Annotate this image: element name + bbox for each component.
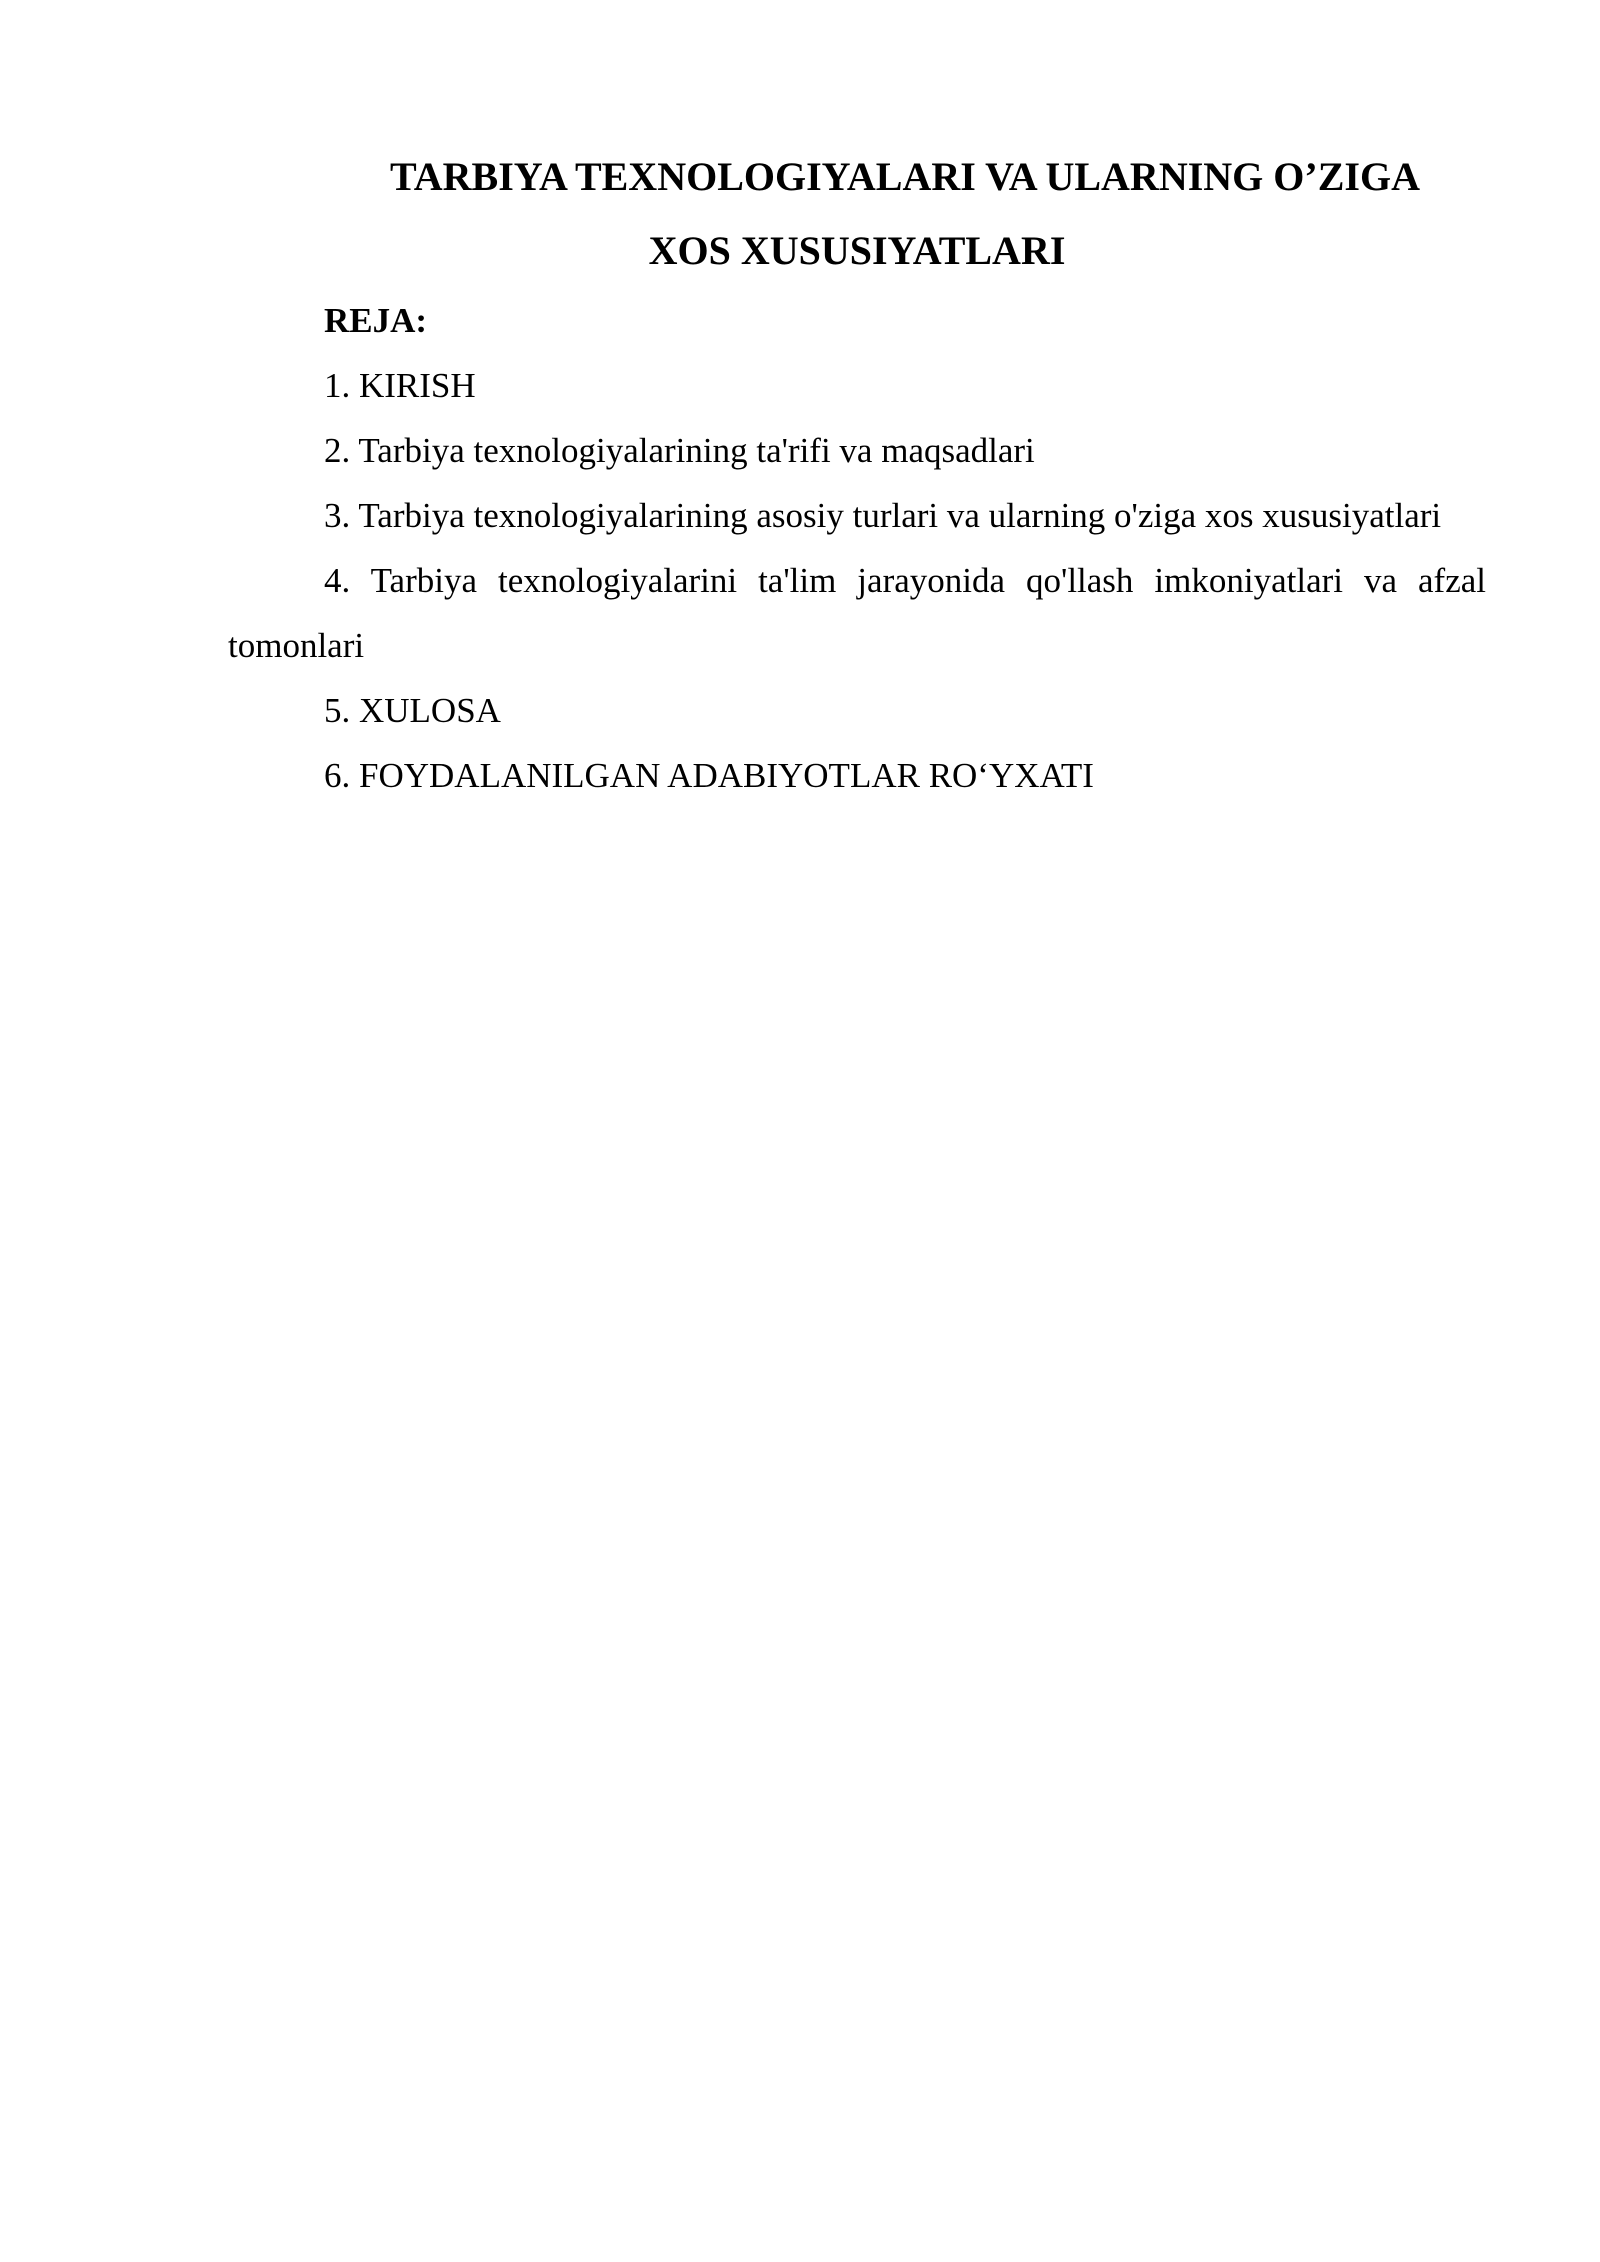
plan-item-2: 2. Tarbiya texnologiyalarining ta'rifi va maqsadlari bbox=[324, 431, 1035, 470]
plan-item-5: 5. XULOSA bbox=[324, 691, 501, 730]
document-title-line-1: TARBIYA TEXNOLOGIYALARI VA ULARNING O’ZIGA bbox=[390, 154, 1420, 199]
plan-item-1: 1. KIRISH bbox=[324, 366, 476, 405]
document-title-line-2: XOS XUSUSIYATLARI bbox=[648, 228, 1066, 273]
plan-heading: REJA: bbox=[324, 301, 428, 340]
document-page bbox=[228, 140, 1486, 808]
plan-item-4: 4. Tarbiya texnologiyalarini ta'lim jarayonida qo'llash imkoniyatlari va afzal tomonlari bbox=[228, 561, 1486, 665]
plan-item-3: 3. Tarbiya texnologiyalarining asosiy turlari va ularning o'ziga xos xususiyatlari bbox=[324, 496, 1442, 535]
plan-item-6: 6. FOYDALANILGAN ADABIYOTLAR RO‘YXATI bbox=[324, 756, 1094, 795]
